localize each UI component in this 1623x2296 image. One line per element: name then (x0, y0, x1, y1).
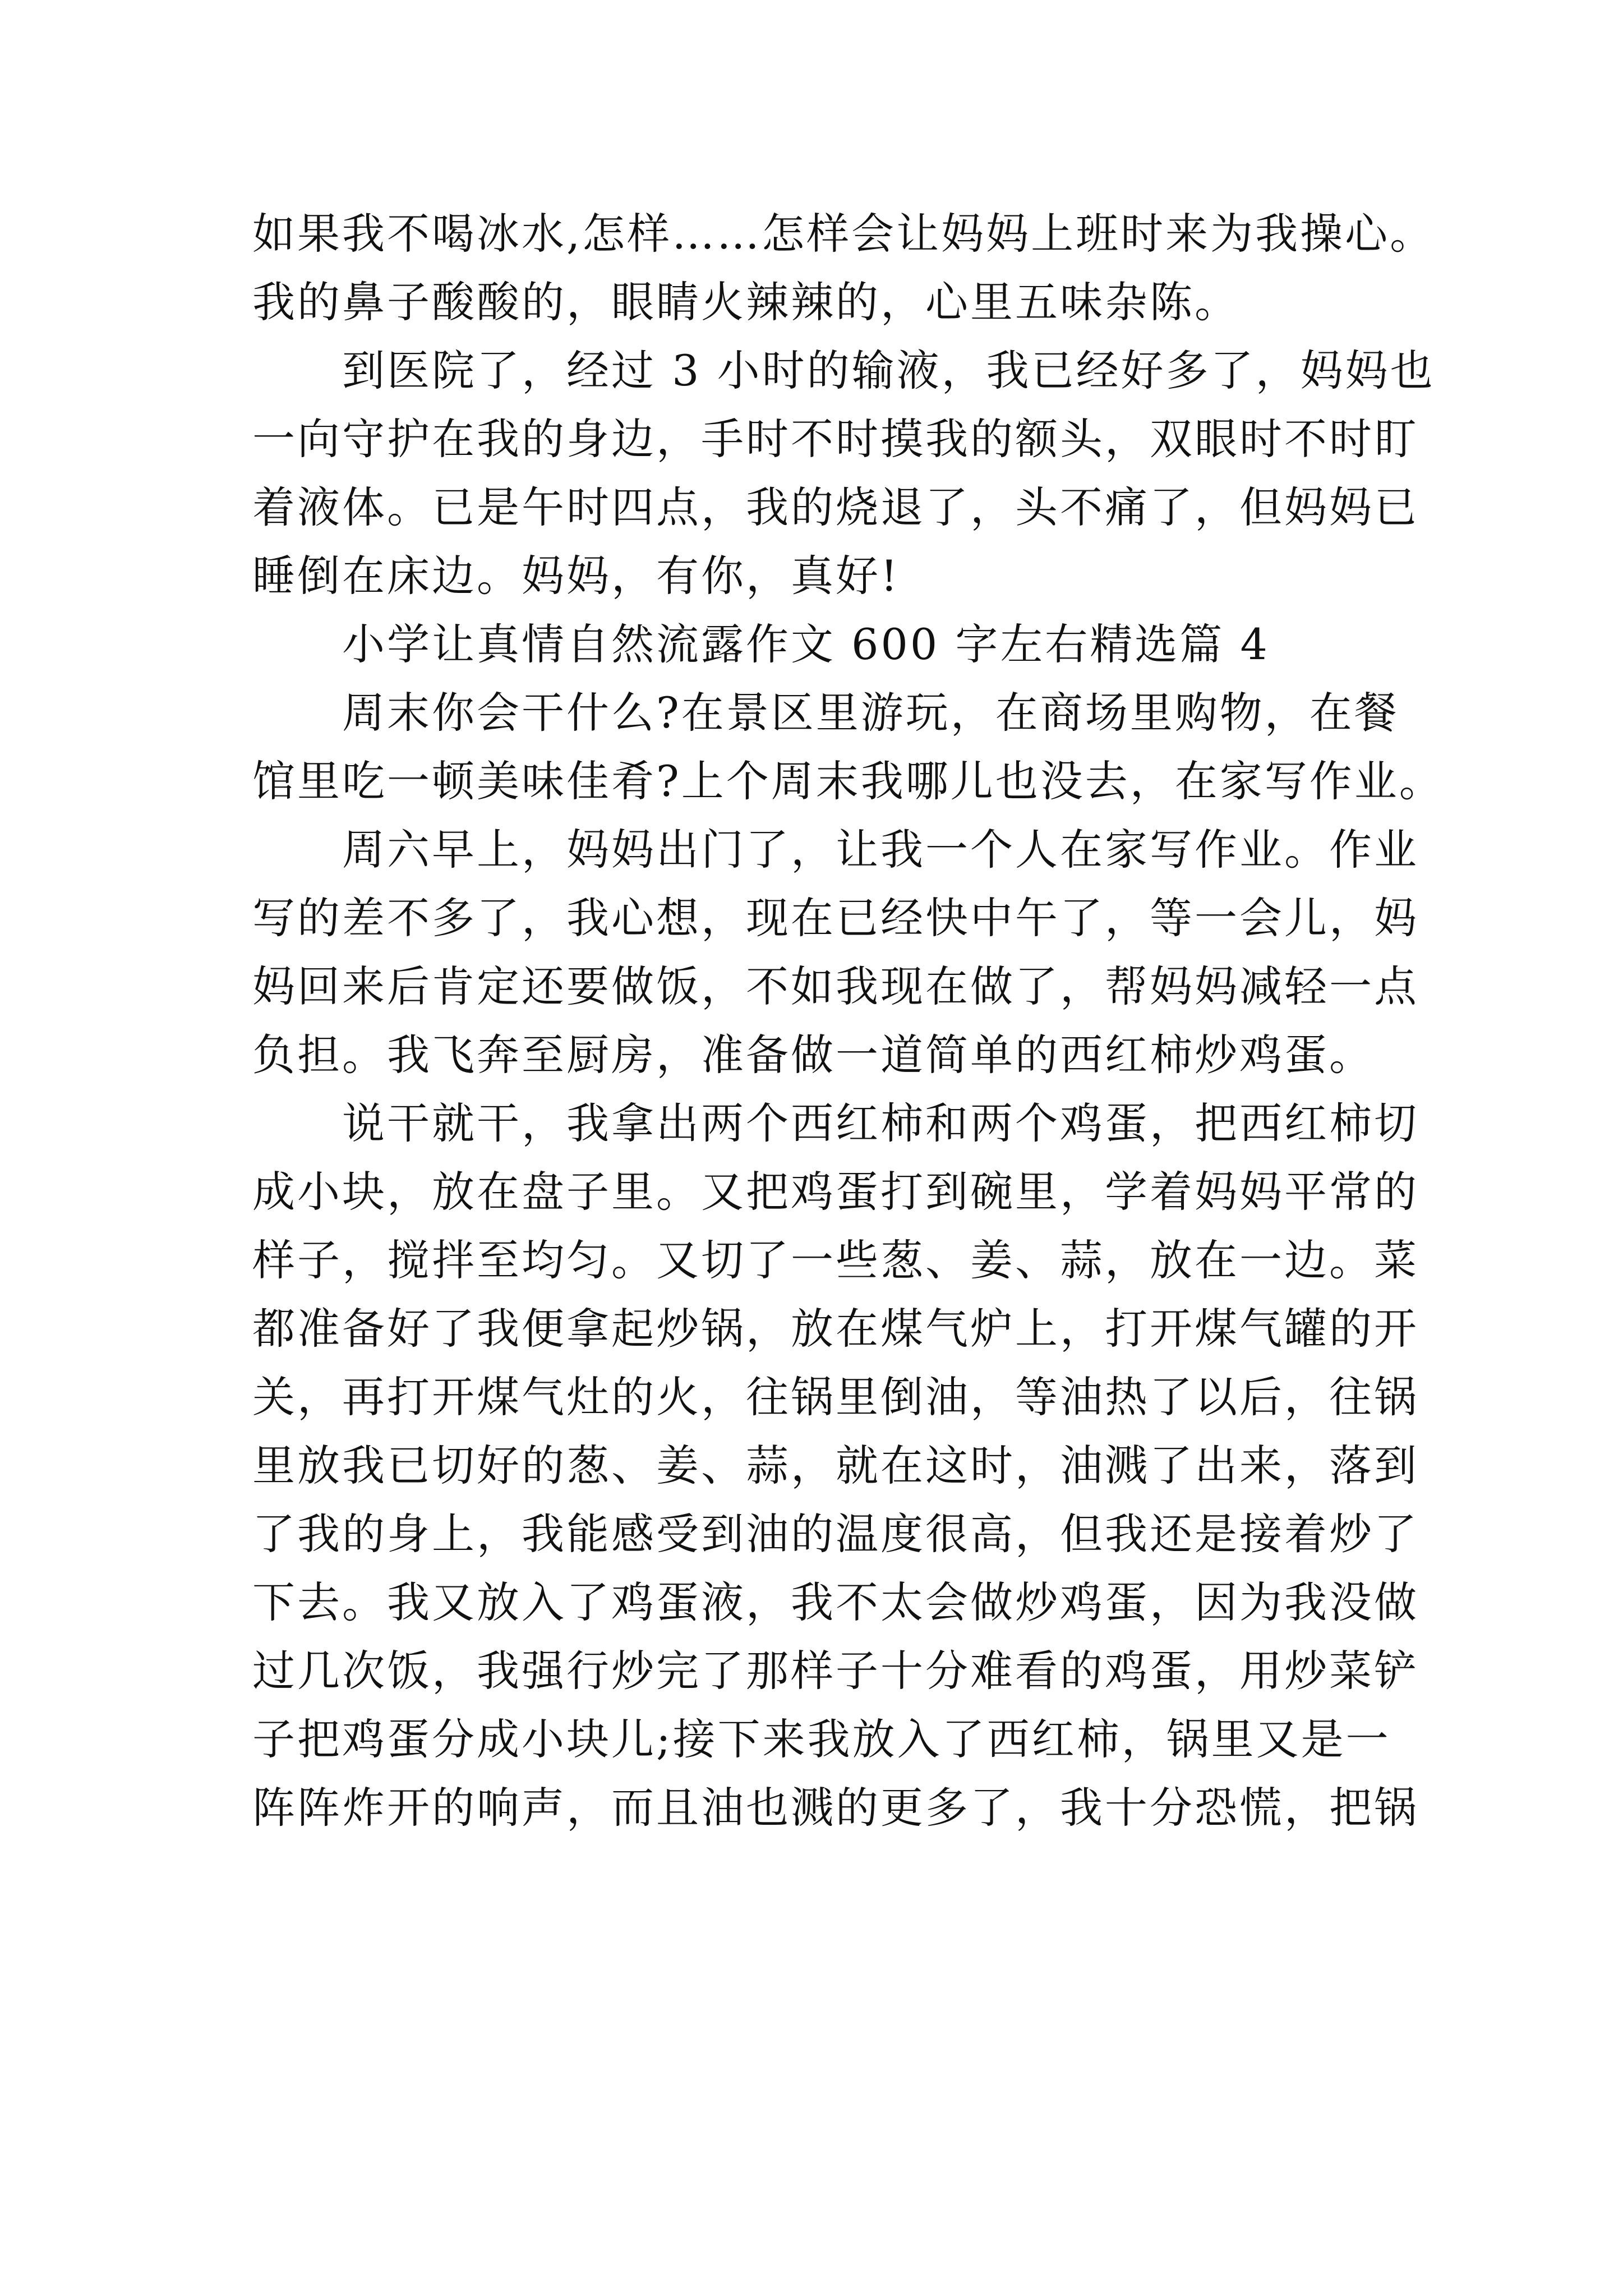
text-line: 如果我不喝冰水,怎样……怎样会让妈妈上班时来为我操心。 (252, 209, 1435, 259)
text-line: 馆里吃一顿美味佳肴?上个周末我哪儿也没去，在家写作业。 (252, 756, 1444, 806)
text-line: 样子，搅拌至均匀。又切了一些葱、姜、蒜，放在一边。菜 (252, 1235, 1419, 1285)
text-line: 里放我已切好的葱、姜、蒜，就在这时，油溅了出来，落到 (252, 1441, 1419, 1490)
text-line: 关，再打开煤气灶的火，往锅里倒油，等油热了以后，往锅 (252, 1372, 1419, 1422)
text-line: 到医院了，经过 3 小时的输液，我已经好多了，妈妈也 (342, 346, 1435, 395)
text-line: 说干就干，我拿出两个西红柿和两个鸡蛋，把西红柿切 (342, 1098, 1419, 1148)
text-line: 阵阵炸开的响声，而且油也溅的更多了，我十分恐慌，把锅 (252, 1783, 1419, 1833)
text-line: 了我的身上，我能感受到油的温度很高，但我还是接着炒了 (252, 1509, 1419, 1559)
text-line: 一向守护在我的身边，手时不时摸我的额头，双眼时不时盯 (252, 414, 1419, 464)
text-line: 负担。我飞奔至厨房，准备做一道简单的西红柿炒鸡蛋。 (252, 1030, 1374, 1080)
text-line: 子把鸡蛋分成小块儿;接下来我放入了西红柿，锅里又是一 (252, 1714, 1391, 1764)
text-line: 过几次饭，我强行炒完了那样子十分难看的鸡蛋，用炒菜铲 (252, 1646, 1419, 1696)
text-line: 写的差不多了，我心想，现在已经快中午了，等一会儿，妈 (252, 893, 1419, 943)
document-body (252, 200, 1444, 1842)
text-line: 下去。我又放入了鸡蛋液，我不太会做炒鸡蛋，因为我没做 (252, 1577, 1419, 1627)
text-line: 周六早上，妈妈出门了，让我一个人在家写作业。作业 (342, 825, 1419, 875)
text-line: 成小块，放在盘子里。又把鸡蛋打到碗里，学着妈妈平常的 (252, 1167, 1419, 1217)
section-heading: 小学让真情自然流露作文 600 字左右精选篇 4 (342, 619, 1270, 669)
text-line: 妈回来后肯定还要做饭，不如我现在做了，帮妈妈减轻一点 (252, 961, 1419, 1011)
text-line: 我的鼻子酸酸的，眼睛火辣辣的，心里五味杂陈。 (252, 277, 1239, 327)
text-line: 都准备好了我便拿起炒锅，放在煤气炉上，打开煤气罐的开 (252, 1304, 1419, 1354)
text-line: 周末你会干什么?在景区里游玩，在商场里购物，在餐 (342, 688, 1399, 738)
text-line: 睡倒在床边。妈妈，有你，真好! (252, 551, 900, 601)
text-line: 着液体。已是午时四点，我的烧退了，头不痛了，但妈妈已 (252, 482, 1419, 532)
